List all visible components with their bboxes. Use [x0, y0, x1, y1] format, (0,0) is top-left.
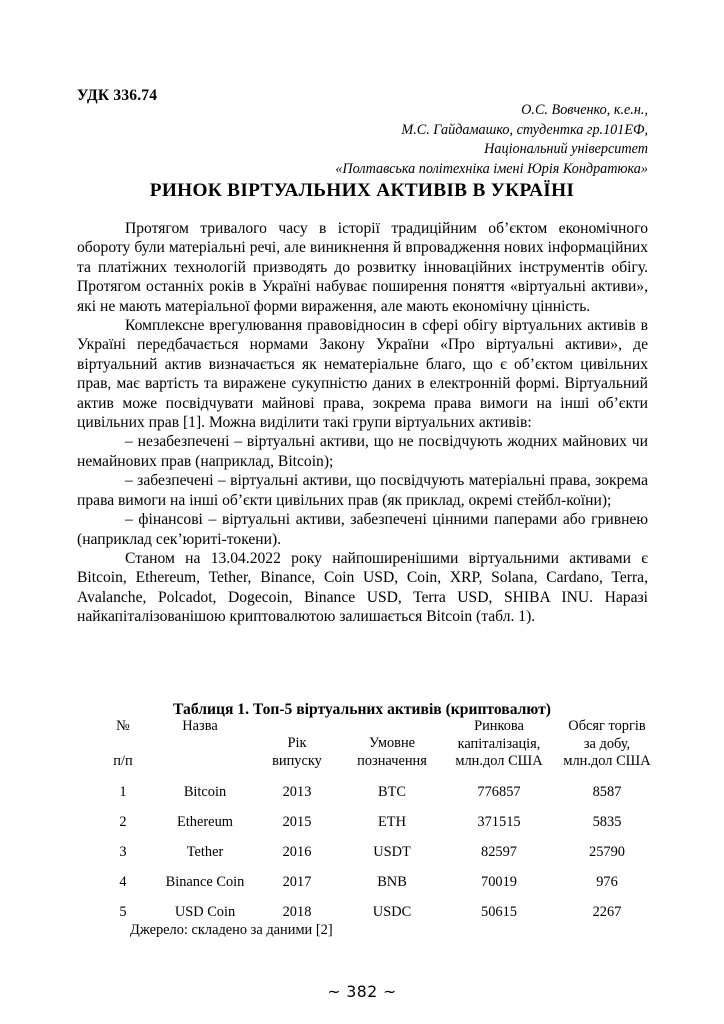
- cell-name: Ethereum: [177, 813, 233, 830]
- table-row: [100, 891, 660, 921]
- column-header-volume: [554, 718, 660, 771]
- author-line-1: О.С. Вовченко, к.е.н.,: [521, 102, 648, 118]
- table-row: [100, 861, 660, 891]
- table-row: [100, 771, 660, 801]
- column-header-number-line2: п/п: [113, 752, 133, 769]
- table-caption: Таблиця 1. Топ-5 віртуальних активів (криптовалют): [173, 701, 551, 718]
- cell-symbol: BNB: [377, 873, 407, 890]
- cell-number: 4: [119, 873, 127, 890]
- column-header-market-cap: [444, 718, 554, 771]
- cell-year: 2017: [282, 873, 312, 890]
- table-source-note: Джерело: складено за даними [2]: [130, 922, 333, 938]
- column-header-market-cap-line3: млн.дол США: [455, 753, 543, 769]
- author-block: [335, 101, 648, 179]
- paragraph-1: Протягом тривалого часу в історії традиційним об’єктом економічного обороту були матеріальні речі, але виникнення й впровадження нових інформаційних та платіжних технологій призводять до розвитку інноваційних інструментів обігу. Протягом останніх років в Україні набуває поширення поняття «віртуальні активи», які не мають матеріальної форми вираження, але мають економічну цінність.: [77, 220, 648, 315]
- article-body: [77, 219, 648, 627]
- page-title: РИНОК ВІРТУАЛЬНИХ АКТИВІВ В УКРАЇНІ: [149, 180, 575, 201]
- cell-market-cap: 50615: [481, 903, 517, 920]
- list-item: – забезпечені – віртуальні активи, що посвідчують матеріальні права, зокрема права вимоги на інші об’єкти цивільних прав (як приклад, окремі стейбл-коїни);: [77, 472, 648, 509]
- udc-code: УДК 336.74: [77, 87, 158, 104]
- cell-name: USD Coin: [174, 903, 236, 920]
- cell-market-cap: 371515: [477, 813, 521, 830]
- column-header-volume-line3: млн.дол США: [563, 753, 651, 769]
- cell-market-cap: 82597: [481, 843, 517, 860]
- cell-symbol: BTC: [378, 783, 406, 800]
- column-header-symbol-line2: позначення: [357, 752, 427, 769]
- column-header-year-line1: Рік: [287, 735, 307, 751]
- paragraph-2: Комплексне врегулювання правовідносин в сфері обігу віртуальних активів в Україні передбачається нормами Закону України «Про віртуальні активи», де віртуальний актив визначається як нематеріальне благо, що є об’єктом цивільних прав, має вартість та виражене сукупністю даних в електронній формі. Віртуальний актив може посвідчувати майнові права, зокрема права вимоги на інші об’єкти цивільних прав [1]. Можна виділити такі групи віртуальних активів:: [77, 317, 648, 432]
- table-header-row: [100, 718, 660, 771]
- column-header-symbol: [340, 718, 444, 771]
- list-item: – фінансові – віртуальні активи, забезпечені цінними паперами або гривнею (наприклад сек’юриті-токени).: [77, 511, 648, 548]
- cell-year: 2015: [282, 813, 312, 830]
- page-number: ~ 382 ~: [327, 983, 397, 1001]
- column-header-volume-line2: за добу,: [583, 735, 631, 752]
- cell-market-cap: 776857: [477, 783, 521, 800]
- cell-number: 1: [119, 783, 127, 800]
- table-body: [100, 771, 660, 921]
- cell-name: Bitcoin: [183, 783, 227, 800]
- column-header-year: [254, 718, 340, 771]
- cell-year: 2018: [282, 903, 312, 920]
- affiliation-line-1: Національний університет: [484, 141, 648, 157]
- affiliation-line-2: «Полтавська політехніка імені Юрія Кондратюка»: [335, 160, 648, 177]
- cell-volume: 8587: [592, 783, 622, 800]
- cell-name: Binance Coin: [165, 873, 245, 890]
- author-line-2: М.С. Гайдамашко, студентка гр.101ЕФ,: [401, 121, 648, 138]
- cell-volume: 5835: [592, 813, 622, 830]
- cell-market-cap: 70019: [481, 873, 517, 890]
- column-header-market-cap-line1: Ринкова: [474, 718, 524, 734]
- column-header-name: Назва: [182, 718, 218, 734]
- column-header-symbol-line1: Умовне: [368, 735, 416, 751]
- cell-name: Tether: [186, 843, 224, 860]
- table-row: [100, 831, 660, 861]
- cell-symbol: ETH: [378, 813, 406, 830]
- cell-number: 5: [119, 903, 127, 920]
- paragraph-3: Станом на 13.04.2022 року найпоширенішими віртуальними активами є Bitcoin, Ethereum, Tether, Binance, Coin USD, Coin, XRP, Solana, Cardano, Terra, Avalanche, Polcadot, Dogecoin, Binance USD, Terra USD, SHIBA INU. Наразі найкапіталізованішою криптовалютою залишається Bitcoin (табл. 1).: [77, 549, 648, 626]
- cell-number: 3: [119, 843, 127, 860]
- column-header-year-line2: випуску: [272, 752, 322, 769]
- crypto-assets-table: [100, 718, 651, 921]
- cell-volume: 25790: [589, 843, 625, 860]
- cell-symbol: USDT: [373, 843, 411, 860]
- column-header-volume-line1: Обсяг торгів: [568, 718, 646, 734]
- column-header-number-line1: №: [116, 718, 130, 734]
- column-header-market-cap-line2: капіталізація,: [457, 735, 541, 752]
- cell-symbol: USDC: [372, 903, 412, 920]
- column-header-number: [100, 718, 146, 771]
- cell-year: 2016: [282, 843, 312, 860]
- list-item: – незабезпечені – віртуальні активи, що не посвідчують жодних майнових чи немайнових прав (наприклад, Bitcoin);: [77, 433, 648, 470]
- cell-year: 2013: [282, 783, 312, 800]
- cell-volume: 976: [596, 873, 618, 890]
- cell-volume: 2267: [592, 903, 622, 920]
- table-row: [100, 801, 660, 831]
- cell-number: 2: [119, 813, 127, 830]
